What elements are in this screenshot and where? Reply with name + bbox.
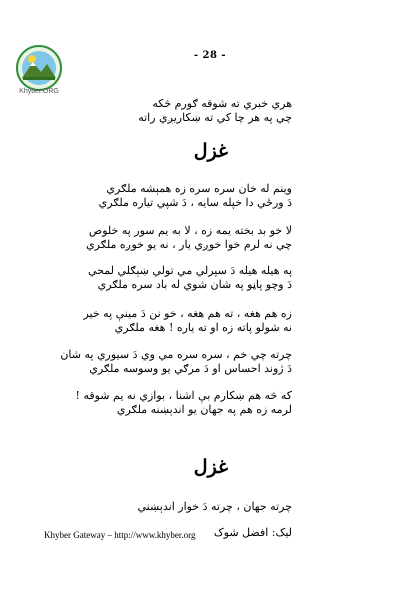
verse-line: دَ ورځي دا خپله سايه ، دَ شپي تياره ملګري [98, 196, 292, 209]
verse-line: چرته جهان ، چرته دَ خوار اندېښني [137, 500, 292, 513]
verse-line: چي نه لرم خوا خوږي يار ، نه يو خوږه ملګري [86, 238, 292, 251]
verse-line: هري خبري ته شوقه ګورم څکه [152, 97, 292, 110]
footer-author: ليک: افضل شوک [213, 526, 292, 539]
verse-line: دَ وچو پاڼو په شان شوي له باد سره ملګري [97, 278, 292, 291]
verse-line: وينم له خان سره سره زه همېشه ملګري [106, 182, 292, 195]
verse-line: دَ ژوند احساس او دَ مرګي يو وسوسه ملګري [89, 362, 292, 375]
verse-line: زه هم هغه ، ته هم هغه ، خو نن دَ مينې په خير [83, 307, 292, 320]
stanza [72, 182, 292, 210]
stanza [72, 307, 292, 335]
verse-line: چرته چي خم ، سره سره مي وي دَ سيوري په شان [60, 348, 292, 361]
page-number: - 28 - [193, 50, 227, 61]
verse-line: لرمه زه هم په جهان يو اندېښنه ملګري [116, 403, 292, 416]
verse-line: په هيله هيله دَ سپرلي مي تولي ښېګلي لمحي [88, 264, 292, 277]
verse-line: که څه هم ښکارم بې اشنا ، بوازي نه يم شوقه ! [75, 389, 292, 402]
intro-verse [72, 97, 292, 125]
stanza [72, 224, 292, 252]
stanza [60, 348, 292, 376]
logo-caption: Khyber.ORG [19, 88, 59, 95]
verse-line: چي په هر چا کي ته ښکاريږي راته [138, 111, 292, 124]
stanza [72, 264, 292, 292]
last-verse [72, 500, 292, 514]
verse-line: لا خو بد بخته يمه زه ، لا به يم سور په خلوص [88, 224, 292, 237]
verse-line: نه شولو پاته زه او ته ياره ! هغه ملګري [114, 321, 292, 334]
footer-source: Khyber Gateway – http://www.khyber.org [44, 530, 196, 540]
section-heading-ghazal: غزل [193, 140, 228, 162]
stanza [72, 389, 292, 417]
section-heading-ghazal: غزل [193, 456, 228, 478]
